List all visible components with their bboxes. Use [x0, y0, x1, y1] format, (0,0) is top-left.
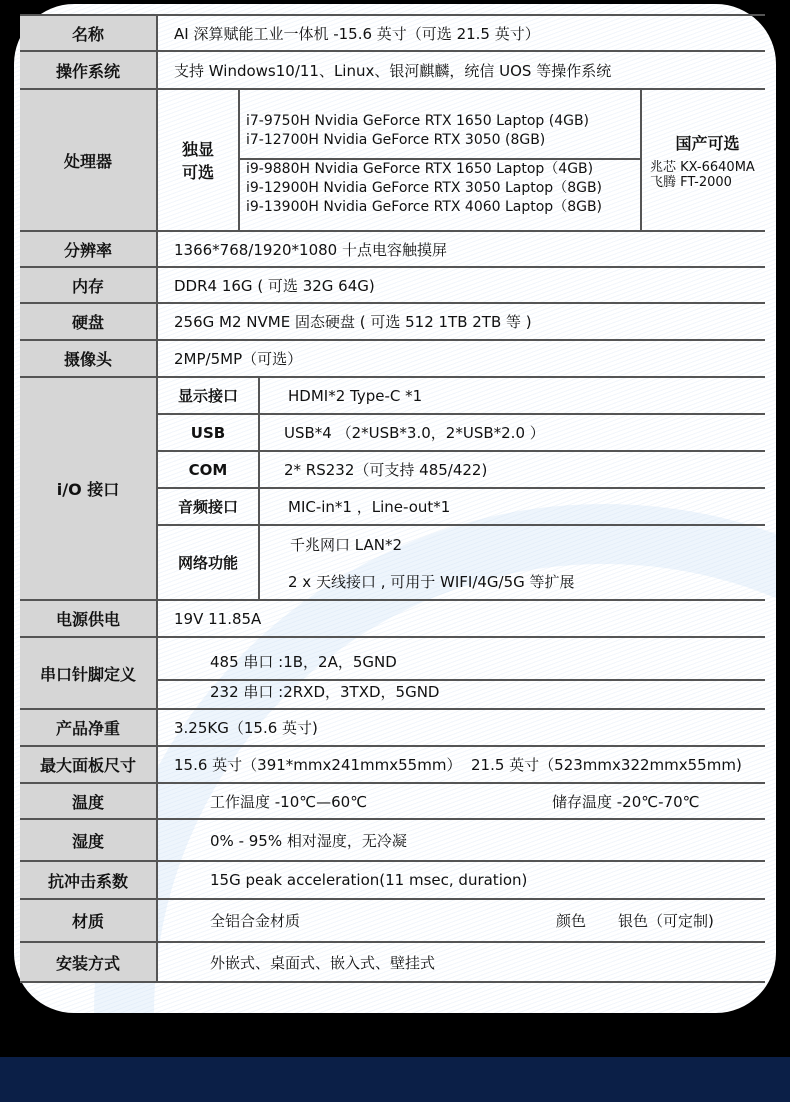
- footer-band: [0, 1057, 790, 1102]
- row-camera: 摄像头 2MP/5MP（可选）: [20, 340, 765, 377]
- spec-table: [20, 14, 765, 983]
- label-name: 名称: [20, 15, 157, 51]
- cpu-option: i7-9750H Nvidia GeForce RTX 1650 Laptop (4GB): [246, 112, 590, 129]
- row-name: [20, 15, 765, 51]
- row-shock: 抗冲击系数 15G peak acceleration(11 msec, duration): [20, 861, 765, 899]
- row-serial-pins: 串口针脚定义 485 串口 :1B，2A，5GND 232 串口 :2RXD，3TXD，5GND: [20, 637, 765, 709]
- row-resolution: 分辨率 1366*768/1920*1080 十点电容触摸屏: [20, 231, 765, 267]
- cpu-option: i9-9880H Nvidia GeForce RTX 1650 Laptop（4GB): [246, 161, 594, 177]
- row-material: 材质 全铝合金材质 颜色 银色（可定制): [20, 899, 765, 942]
- cpu-options: [239, 89, 641, 231]
- value-name: AI 深算赋能工业一体机 -15.6 英寸（可选 21.5 英寸）: [157, 15, 765, 51]
- row-disk: 硬盘 256G M2 NVME 固态硬盘 ( 可选 512 1TB 2TB 等 ): [20, 303, 765, 340]
- gpu-group-label: 独显 可选: [157, 89, 239, 231]
- row-humidity: 湿度 0% - 95% 相对湿度，无冷凝: [20, 819, 765, 861]
- value-os: 支持 Windows10/11、Linux、银河麒麟，统信 UOS 等操作系统: [157, 51, 765, 89]
- row-panel-size: 最大面板尺寸 15.6 英寸（391*mmx241mmx55mm） 21.5 英寸（523mmx322mmx55mm): [20, 746, 765, 783]
- cpu-option: i7-12700H Nvidia GeForce RTX 3050 (8GB): [246, 131, 546, 148]
- cpu-option: i9-13900H Nvidia GeForce RTX 4060 Laptop（8GB): [246, 199, 603, 215]
- domestic-cpu: 国产可选 兆芯 KX-6640MA 飞腾 FT-2000: [641, 89, 765, 231]
- label-cpu: 处理器: [20, 89, 157, 231]
- row-os: [20, 51, 765, 89]
- row-cpu: [20, 89, 765, 231]
- label-os: 操作系统: [20, 51, 157, 89]
- row-weight: 产品净重 3.25KG（15.6 英寸): [20, 709, 765, 746]
- row-temperature: 温度 工作温度 -10℃—60℃ 储存温度 -20℃-70℃: [20, 783, 765, 819]
- row-power: 电源供电 19V 11.85A: [20, 600, 765, 637]
- row-io: i/O 接口 显示接口 HDMI*2 Type-C *1 USB USB*4 （2*USB*3.0，2*USB*2.0 ） COM 2* RS232（可支持 485/422) 音频接口 MIC-in*1 ，Line-out*1 网络功能 千兆网口 LAN*2 2 x 天线接口 , 可用于 WIFI/4G/5G 等扩展: [20, 377, 765, 600]
- row-memory: 内存 DDR4 16G ( 可选 32G 64G): [20, 267, 765, 303]
- cpu-option: i9-12900H Nvidia GeForce RTX 3050 Laptop（8GB): [246, 180, 603, 196]
- row-mounting: 安装方式 外嵌式、桌面式、嵌入式、壁挂式: [20, 942, 765, 982]
